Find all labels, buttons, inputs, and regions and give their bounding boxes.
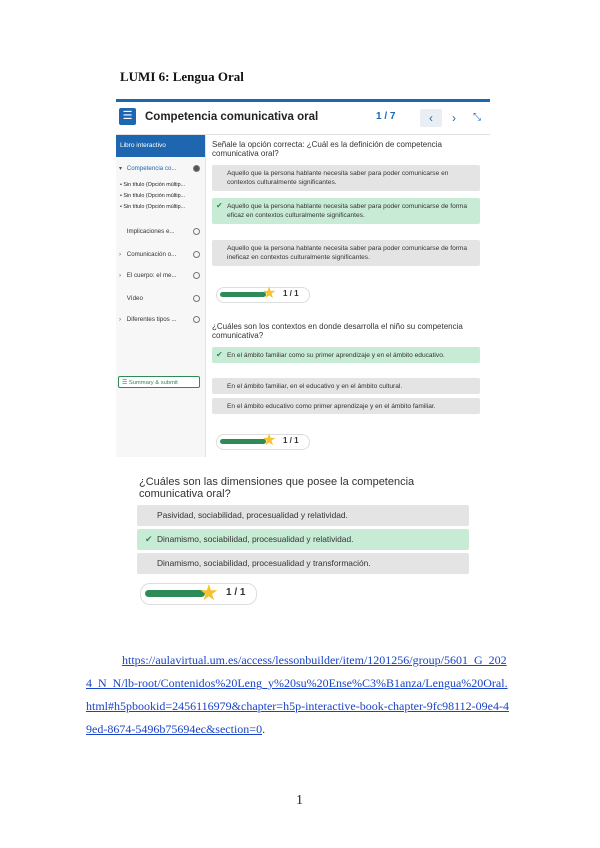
score-progress-bar — [145, 590, 205, 597]
summary-submit-button[interactable]: ☰ Summary & submit — [118, 376, 200, 388]
sidebar-item-label: Vídeo — [126, 295, 143, 302]
question-2: ¿Cuáles son los contextos en donde desarrolla el niño su competencia comunicativa? — [212, 322, 463, 340]
document-title: LUMI 6: Lengua Oral — [120, 69, 244, 84]
star-icon: ★ — [199, 580, 219, 605]
answer-option[interactable]: Dinamismo, sociabilidad, procesualidad y transformación. — [137, 553, 469, 574]
answer-option-correct[interactable]: ✔ Dinamismo, sociabilidad, procesualidad y relatividad. — [137, 529, 469, 550]
chevron-right-icon: › — [119, 272, 122, 279]
sidebar-item-label: Implicaciones e... — [126, 228, 175, 235]
status-dot-icon — [193, 228, 200, 235]
answer-option[interactable]: Aquello que la persona hablante necesita saber para poder comunicarse en contextos culturalmente significantes. — [212, 165, 480, 191]
book-header — [116, 102, 490, 135]
interactive-book-screenshot — [116, 99, 490, 457]
sidebar-item-diferentes[interactable] — [116, 316, 205, 323]
check-icon: ✔ — [145, 534, 153, 544]
star-icon: ★ — [262, 285, 277, 302]
chevron-right-icon: › — [119, 251, 122, 258]
sidebar-item-implicaciones[interactable] — [116, 228, 205, 235]
sidebar-subitem[interactable]: • Sin título (Opción múltip... — [120, 182, 186, 188]
question-3: ¿Cuáles son las dimensiones que posee la competencia comunicativa oral? — [139, 476, 415, 500]
sidebar-item-cuerpo[interactable] — [116, 272, 205, 279]
sidebar-item-video[interactable] — [116, 295, 205, 302]
answer-option[interactable]: En el ámbito educativo como primer aprendizaje y en el ámbito familiar. — [212, 398, 480, 414]
status-dot-icon — [193, 165, 200, 172]
chevron-down-icon: ▾ — [119, 165, 123, 172]
answer-option[interactable]: Pasividad, sociabilidad, procesualidad y relatividad. — [137, 505, 469, 526]
score-indicator: ★ 1 / 1 — [140, 583, 257, 605]
check-icon: ✔ — [216, 350, 223, 359]
sidebar-subitem[interactable]: • Sin título (Opción múltip... — [120, 204, 186, 210]
sidebar-item-label: Diferentes tipos ... — [126, 316, 177, 323]
status-dot-icon — [193, 316, 200, 323]
star-icon: ★ — [262, 432, 277, 449]
answer-option[interactable]: Aquello que la persona hablante necesita saber para poder comunicarse de forma ineficaz en contextos culturalmente significantes. — [212, 240, 480, 266]
sidebar-header: Libro interactivo — [116, 135, 205, 157]
check-icon: ✔ — [216, 201, 223, 210]
answer-option-correct[interactable]: ✔ En el ámbito familiar como su primer aprendizaje y en el ámbito educativo. — [212, 347, 480, 363]
summary-icon: ☰ — [122, 380, 128, 386]
answer-option[interactable]: En el ámbito familiar, en el educativo y en el ámbito cultural. — [212, 378, 480, 394]
page-number: 1 — [296, 793, 303, 808]
fullscreen-icon[interactable]: ⤡ — [466, 109, 488, 127]
score-indicator: ★ 1 / 1 — [216, 287, 310, 303]
sidebar-item-competencia[interactable] — [116, 165, 205, 172]
chevron-right-icon: › — [119, 316, 122, 323]
sidebar-item-label: El cuerpo: el me... — [126, 272, 177, 279]
book-title: Competencia comunicativa oral — [145, 111, 319, 123]
score-progress-bar — [220, 292, 266, 297]
status-dot-icon — [193, 272, 200, 279]
sidebar-item-label: Competencia co... — [126, 165, 177, 172]
chevron-left-icon[interactable]: ‹ — [420, 109, 442, 127]
sidebar-item-label: Comunicación o... — [126, 251, 177, 258]
question-1: Señale la opción correcta: ¿Cuál es la definición de competencia comunicativa oral? — [212, 140, 442, 158]
score-indicator: ★ 1 / 1 — [216, 434, 310, 450]
status-dot-icon — [193, 251, 200, 258]
score-progress-bar — [220, 439, 266, 444]
question-3-screenshot — [127, 463, 473, 608]
sidebar-item-comunicacion[interactable] — [116, 251, 205, 258]
status-dot-icon — [193, 295, 200, 302]
chevron-right-icon[interactable]: › — [443, 109, 465, 127]
source-link[interactable]: https://aulavirtual.um.es/access/lessonbuilder/item/1201256/group/5601_G_202 4_N_N/lb-root/Contenidos%20Leng_y%20su%20Ense%C3%B1anza/Lengua%20Oral. html#h5pbookid=2456116979&chapter=h5p-interactive-book-chapter-9fc98112-09e4-4 9ed-8674-5496b75694ec&section=0. — [86, 653, 509, 736]
book-sidebar — [116, 135, 206, 457]
answer-option-correct[interactable]: ✔ Aquello que la persona hablante necesita saber para poder comunicarse de forma eficaz en contextos culturalmente significantes. — [212, 198, 480, 224]
hamburger-icon[interactable]: ☰ — [119, 108, 136, 125]
page-counter: 1 / 7 — [376, 111, 396, 122]
sidebar-subitem[interactable]: • Sin título (Opción múltip... — [120, 193, 186, 199]
